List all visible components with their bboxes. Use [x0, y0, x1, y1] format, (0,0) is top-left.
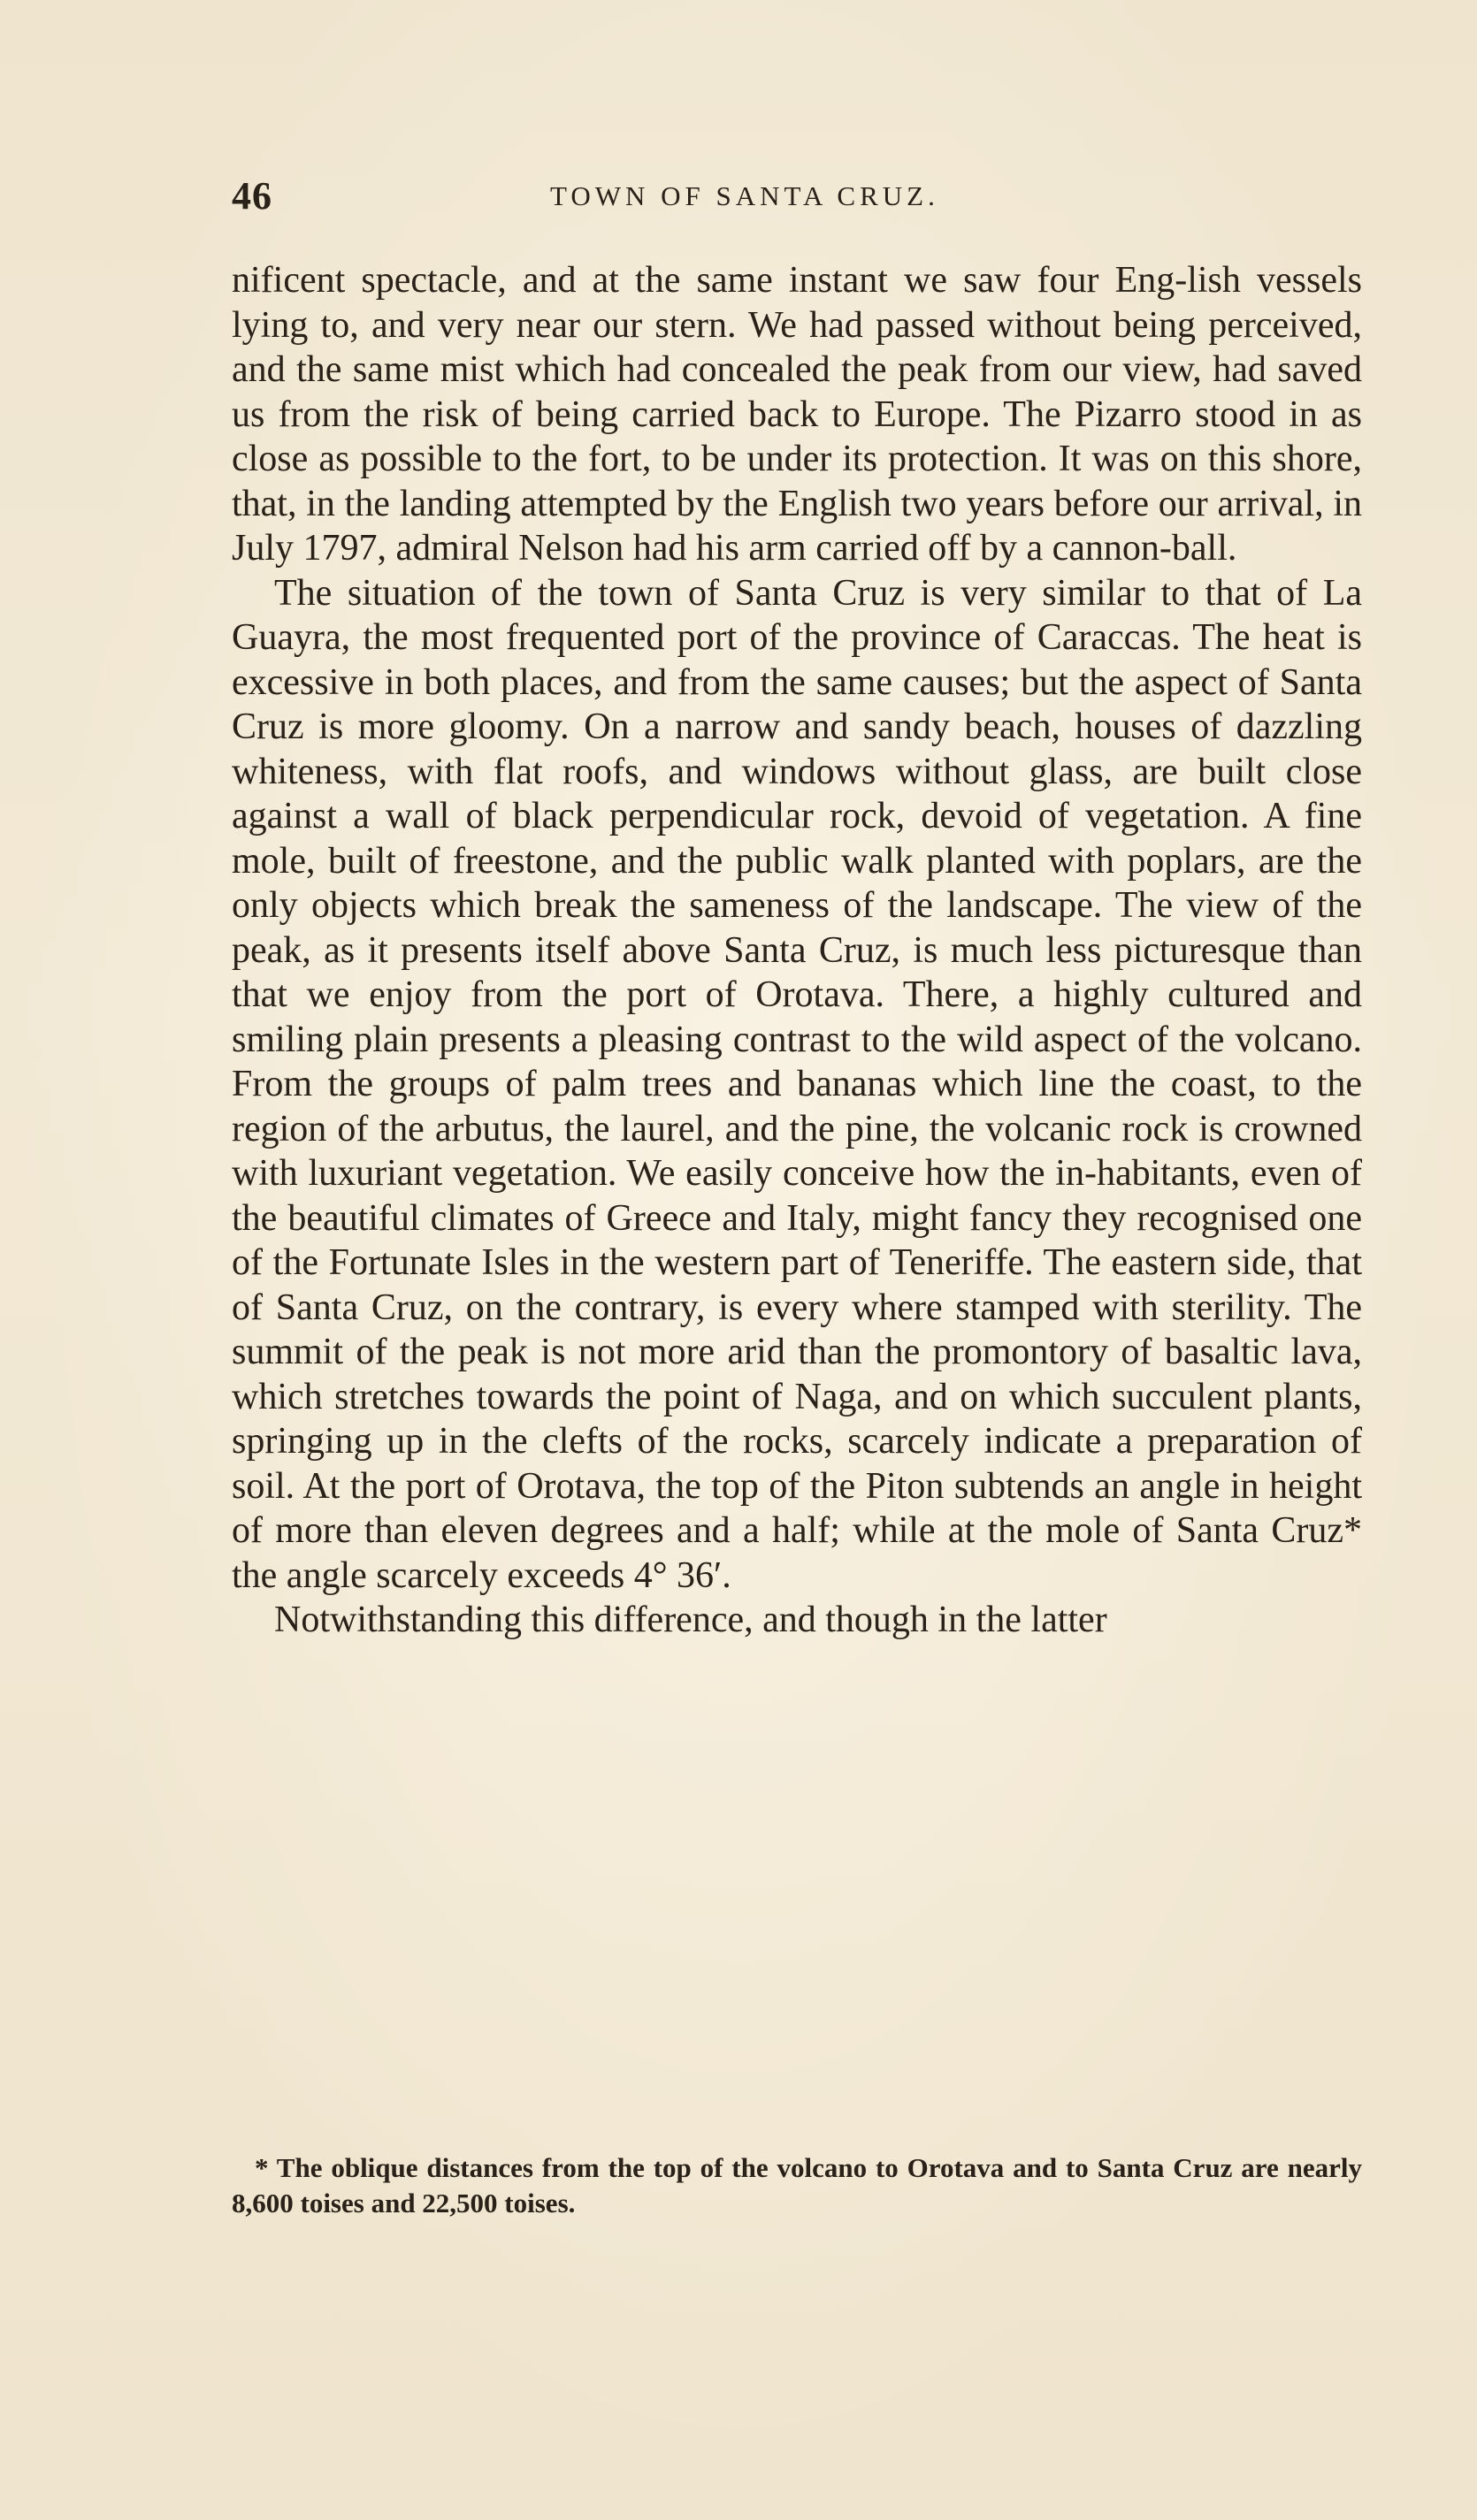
paragraph-1: nificent spectacle, and at the same instant we saw four Eng-lish vessels lying to, and very near our stern. We had passed without being perceived, and the same mist which had concealed the peak from our view, had saved us from the risk of being carried back to Europe. The Pizarro stood in as close as possible to the fort, to be under its protection. It was on this shore, that, in the landing attempted by the English two years before our arrival, in July 1797, admiral Nelson had his arm carried off by a cannon-ball. — [232, 260, 1362, 569]
paragraph-2: The situation of the town of Santa Cruz is very similar to that of La Guayra, the most frequented port of the province of Caraccas. The heat is excessive in both places, and from the same causes; but the aspect of Santa Cruz is more gloomy. On a narrow and sandy beach, houses of dazzling whiteness, with flat roofs, and windows without glass, are built close against a wall of black perpendicular rock, devoid of vegetation. A fine mole, built of freestone, and the public walk planted with poplars, are the only objects which break the sameness of the landscape. The view of the peak, as it presents itself above Santa Cruz, is much less picturesque than that we enjoy from the port of Orotava. There, a highly cultured and smiling plain presents a pleasing contrast to the wild aspect of the volcano. From the groups of palm trees and bananas which line the coast, to the region of the arbutus, the laurel, and the pine, the volcanic rock is crowned with luxuriant vegetation. We easily conceive how the in-habitants, even of the beautiful climates of Greece and Italy, might fancy they recognised one of the Fortunate Isles in the western part of Teneriffe. The eastern side, that of Santa Cruz, on the contrary, is every where stamped with sterility. The summit of the peak is not more arid than the promontory of basaltic lava, which stretches towards the point of Naga, and on which succulent plants, springing up in the clefts of the rocks, scarcely indicate a preparation of soil. At the port of Orotava, the top of the Piton subtends an angle in height of more than eleven degrees and a half; while at the mole of Santa Cruz* the angle scarcely exceeds 4° 36′. — [232, 572, 1362, 1596]
running-title: TOWN OF SANTA CRUZ. — [550, 180, 939, 211]
page-number: 46 — [232, 174, 272, 218]
paragraph-3: Notwithstanding this difference, and though in the latter — [274, 1600, 1107, 1640]
body-text — [232, 258, 1362, 1643]
footnote — [232, 2150, 1362, 2221]
footnote-text: * The oblique distances from the top of the volcano to Orotava and to Santa Cruz are nearly 8,600 toises and 22,500 toises. — [232, 2152, 1362, 2218]
running-head — [232, 173, 1362, 226]
